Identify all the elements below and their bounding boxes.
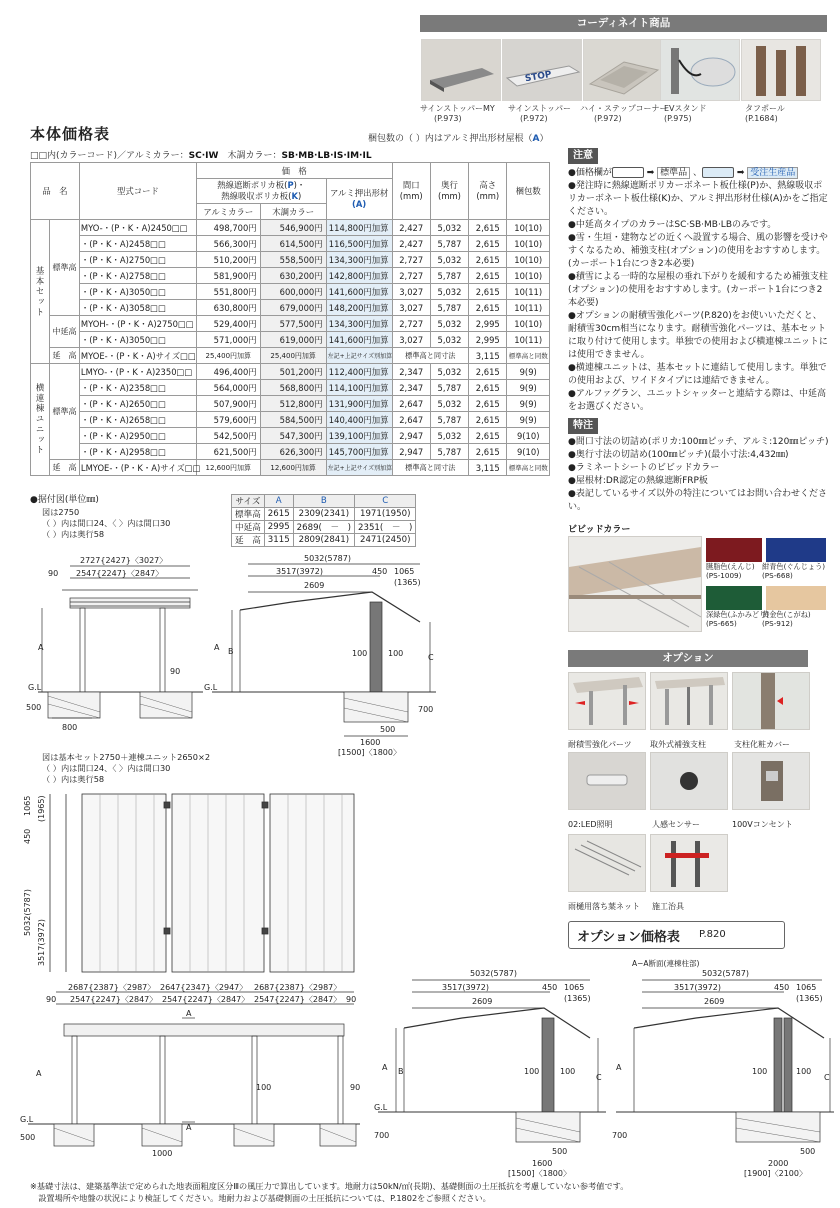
- th-depth: 奥行 (mm): [430, 163, 468, 220]
- swatch-4-label: 黄金色(こがね) (PS-912): [762, 610, 811, 628]
- group-encho-2: 延 高: [50, 460, 80, 476]
- aa-2609: 2609: [704, 997, 725, 1006]
- bot-dim-2: 2547{2247}〈2847〉: [162, 995, 250, 1004]
- table-row: ・(P・K・A)3050□□ 571,000円 619,000円 141,600円加算 3,027 5,032 2,995 10(11): [31, 332, 550, 348]
- th-pack: 梱包数: [507, 163, 550, 220]
- table-row: ・(P・K・A)2750□□ 510,200円 558,500円 134,300円加算 2,727 5,032 2,615 10(10): [31, 252, 550, 268]
- ev-stand-image: [660, 39, 740, 101]
- s2-1365: (1365): [564, 994, 591, 1003]
- install-title: ●据付図(単位㎜): [30, 495, 99, 505]
- dim-500-1: 500: [26, 703, 42, 712]
- dim-A-3: A: [36, 1069, 42, 1078]
- s2-100a: 100: [524, 1067, 540, 1076]
- side-elevation-drawing: [204, 552, 444, 762]
- dim-1065: 1065: [394, 567, 415, 576]
- dim-700: 700: [418, 705, 434, 714]
- front-elevation-multi-drawing: [20, 980, 365, 1160]
- group-hyojun: 標準高: [50, 220, 80, 316]
- table-row: ・(P・K・A)2658□□ 579,600円 584,500円 140,400円加算 2,647 5,787 2,615 9(9): [31, 412, 550, 428]
- s2-3517: 3517(3972): [442, 983, 489, 992]
- s2-2609: 2609: [472, 997, 493, 1006]
- aa-top: A: [186, 1009, 192, 1018]
- vivid-swatch-4: [766, 586, 826, 610]
- aa-section-drawing: [612, 966, 836, 1178]
- sign-stopper-my-image: [421, 39, 501, 101]
- dim-500-3: 500: [20, 1133, 36, 1142]
- option-cover-image: [732, 672, 810, 730]
- sign-stopper-image: [502, 39, 582, 101]
- top-dim-1: 2687{2387}〈2987〉: [68, 983, 156, 992]
- coord-item-1: サインストッパーMY (P.973): [420, 104, 495, 123]
- aa-500: 500: [800, 1147, 816, 1156]
- dim-1965-v: (1965): [37, 795, 46, 822]
- tokuchu-header: 特注: [568, 418, 598, 434]
- tokuchu-notes: [568, 436, 830, 514]
- vivid-image: [568, 536, 702, 632]
- table-row: 横連棟ユニット 標準高 LMYO-・(P・K・A)2350□□ 496,400円 501,200円 112,400円加算 2,347 5,032 2,615 9(9): [31, 364, 550, 380]
- th-wood-color: 木調カラー: [260, 204, 326, 220]
- tokuchu-line-3: ●ラミネートシートのビビッドカラー: [568, 463, 720, 473]
- footer-line-1: ※基礎寸法は、建築基準法で定められた地表面粗度区分Ⅲの風圧力で算出しています。地耐力は50kN/㎡(長期)、基礎側面の土圧抵抗を考慮していない参考値です。: [30, 1181, 629, 1191]
- chui-line-3: ●中延高タイプのカラーはSC·SB·MB·LBのみです。: [568, 220, 777, 230]
- aa-section-title: A−A断面(連棟柱部): [632, 959, 700, 968]
- gl-3: G.L: [20, 1115, 34, 1124]
- s2-C: C: [596, 1073, 602, 1082]
- table-row: ・(P・K・A)2650□□ 507,900円 512,800円 131,900円加算 2,647 5,032 2,615 9(9): [31, 396, 550, 412]
- dim-90b: 90: [170, 667, 181, 676]
- bot-dim-1: 2547{2247}〈2847〉: [70, 995, 158, 1004]
- tokuchu-line-5: ●表記しているサイズ以外の特注についてはお問い合わせください。: [568, 489, 827, 512]
- vivid-swatch-2: [766, 538, 826, 562]
- aa-1365: (1365): [796, 994, 823, 1003]
- fig1-note: 図は2750 （ ）内は間口24、〈 〉内は間口30 （ ）内は奥行58: [42, 507, 171, 539]
- chui-line-5: ●積雪による一時的な屋根の垂れ下がりを緩和するため補強支柱(オプション)の使用をおすすめします。(カーポート1台につき2本必要): [568, 272, 828, 308]
- group-chuen: 中延高: [50, 316, 80, 348]
- s2-1500-1800: [1500]〈1800〉: [508, 1169, 571, 1178]
- dim-450-v: 450: [23, 828, 32, 844]
- chui-line-8: ●アルファグラン、ユニットシャッターと連結する際は、中延高をお選びください。: [568, 389, 827, 412]
- dim-450: 450: [372, 567, 388, 576]
- aa-5032: 5032(5787): [702, 969, 749, 978]
- option-led-image: [568, 752, 646, 810]
- vivid-swatch-3: [706, 586, 762, 610]
- dim-90-c: 90: [350, 1083, 361, 1092]
- dim-800: 800: [62, 723, 78, 732]
- dim-90a: 90: [48, 569, 59, 578]
- swatch-1-label: 臙脂色(えんじ) (PS-1009): [706, 562, 755, 580]
- option-label-1: 耐積雪強化パーツ: [568, 740, 632, 749]
- chui-line-2: ●発注時に熱線遮断ポリカーボネート板仕様(P)か、熱線吸収ポリカーボネート板仕様(K)か、アルミ押出形材仕様(A)かをご指定ください。: [568, 181, 828, 217]
- coord-item-4: EVスタンド (P.975): [664, 104, 707, 123]
- option-label-3: 支柱化粧カバー: [734, 740, 790, 749]
- high-step-corner-image: [583, 39, 663, 101]
- option-label-4: 02:LED照明: [568, 820, 613, 829]
- front-elevation-drawing: [28, 552, 208, 742]
- s2-500: 500: [552, 1147, 568, 1156]
- gl-2: G.L: [204, 683, 218, 692]
- aa-1900-2100: [1900]〈2100〉: [744, 1169, 807, 1178]
- dim-5032: 5032(5787): [304, 554, 351, 563]
- th-poly: 熱線遮断ポリカ板(P)・ 熱線吸収ポリカ板(K): [196, 179, 326, 204]
- s2-A: A: [382, 1063, 388, 1072]
- dim-A-2: A: [214, 643, 220, 652]
- option-label-7: 雨樋用落ち葉ネット: [568, 902, 640, 911]
- s2-700: 700: [374, 1131, 390, 1140]
- right-90: 90: [346, 995, 357, 1004]
- tokuchu-line-4: ●屋根材:DR認定の熱線遮断FRP板: [568, 476, 708, 486]
- dim-1000: 1000: [152, 1149, 173, 1158]
- coord-item-5: タフポール (P.1684): [745, 104, 785, 123]
- dim-100-c: 100: [256, 1083, 272, 1092]
- aa-3517: 3517(3972): [674, 983, 721, 992]
- s2-100b: 100: [560, 1067, 576, 1076]
- side-elevation-2-drawing: [372, 966, 608, 1178]
- s2-B: B: [398, 1067, 404, 1076]
- s2-1600: 1600: [532, 1159, 553, 1168]
- option-snow-parts-image: [568, 672, 646, 730]
- tokuchu-line-1: ●間口寸法の切詰め(ポリカ:100㎜ピッチ、アルミ:120㎜ピッチ): [568, 437, 829, 447]
- chui-notes: [568, 167, 830, 414]
- price-table-title: 本体価格表: [30, 125, 111, 143]
- dim-500-2: 500: [380, 725, 396, 734]
- color-codes-line: □□内(カラーコード)／アルミカラー：SC·IW 木調カラー：SB·MB·LB·IS·IM·IL: [30, 151, 372, 161]
- tough-pole-image: [741, 39, 821, 101]
- dim-5032-v: 5032(5787): [23, 889, 32, 936]
- aa-bottom: A: [186, 1123, 192, 1132]
- table-row-ext: 延 高 MYOE-・(P・K・A)サイズ□□ 25,400円加算 25,400円加算 左記+上記サイズ別加算 標準高と同寸法 3,115 標準高と同数: [31, 348, 550, 364]
- s2-1065: 1065: [564, 983, 585, 992]
- option-support-pole-image: [650, 672, 728, 730]
- s2-5032: 5032(5787): [470, 969, 517, 978]
- vivid-title: ビビッドカラー: [568, 525, 631, 535]
- dim-1365: (1365): [394, 578, 421, 587]
- dim-100-a: 100: [352, 649, 368, 658]
- option-net-image: [568, 834, 646, 892]
- options-header: オプション: [568, 650, 808, 667]
- gl-1: G.L: [28, 683, 42, 692]
- dim-2727: 2727{2427}〈3027〉: [80, 556, 168, 565]
- coordinate-header: コーディネイト商品: [420, 15, 827, 32]
- chui-line-4: ●雪・生垣・建物などの近くへ設置する場合、風の影響を受けやすくなるため、補強支柱(オプション)の使用をおすすめします。(カーポート1台につき2本必要): [568, 233, 828, 269]
- coord-item-2: サインストッパー (P.972): [508, 104, 571, 123]
- stop-text: STOP: [524, 69, 553, 85]
- aa-100a: 100: [752, 1067, 768, 1076]
- aa-1065: 1065: [796, 983, 817, 992]
- chui-line-6: ●オプションの耐積雪強化パーツ(P.820)をお使いいただくと、耐積雪30cm相当になります。耐積雪強化パーツは、基本セットに取り付けて使用します。単独での使用および横連棟ユニットには使用できません。: [568, 311, 828, 360]
- table-row: 中延高 MYOH-・(P・K・A)2750□□ 529,400円 577,500円 134,300円加算 2,727 5,032 2,995 10(10): [31, 316, 550, 332]
- option-label-6: 100Vコンセント: [732, 820, 793, 829]
- footer-note: [30, 1180, 628, 1204]
- size-table: サイズ A B C 標準高 2615 2309(2341) 1971(1950) 中延高 2995 2689( － ) 2351( － ) 延 高 3115 2809(2841) 2471(2450): [231, 494, 416, 547]
- top-dim-2: 2647{2347}〈2947〉: [160, 983, 248, 992]
- th-width: 間口 (mm): [392, 163, 430, 220]
- price-table: [30, 162, 550, 476]
- option-outlet-image: [732, 752, 810, 810]
- chui-header: 注意: [568, 148, 598, 164]
- chui-line-7: ●横連棟ユニットは、基本セットに連結して使用します。単独での使用および、ワイドタイプには連結できません。: [568, 363, 827, 386]
- swatch-2-label: 紺青色(ぐんじょう) (PS-668): [762, 562, 826, 580]
- table-row-ext: 延 高 LMYOE-・(P・K・A)サイズ□□ 12,600円加算 12,600円加算 左記+上記サイズ別加算 標準高と同寸法 3,115 標準高と同数: [31, 460, 550, 476]
- table-row: 基本セット 標準高 MYO-・(P・K・A)2450□□ 498,700円 546,900円 114,800円加算 2,427 5,032 2,615 10(10): [31, 220, 550, 236]
- aa-C: C: [824, 1073, 830, 1082]
- table-row: ・(P・K・A)2758□□ 581,900円 630,200円 142,800円加算 2,727 5,787 2,615 10(10): [31, 268, 550, 284]
- th-hinmei: 品 名: [31, 163, 80, 220]
- s2-gl: G.L: [374, 1103, 388, 1112]
- table-row: ・(P・K・A)3050□□ 551,800円 600,000円 141,600円加算 3,027 5,032 2,615 10(11): [31, 284, 550, 300]
- dim-B-2: B: [228, 647, 234, 656]
- option-label-2: 取外式補強支柱: [650, 740, 706, 749]
- option-sensor-image: [650, 752, 728, 810]
- footer-line-2: 設置場所や地盤の状況により検証してください。地耐力および基礎側面の土圧抵抗については、P.1802をご参照ください。: [30, 1193, 491, 1203]
- group-kihon: 基本セット: [31, 220, 50, 364]
- dim-2547: 2547{2247}〈2847〉: [76, 569, 164, 578]
- th-code: 型式コード: [79, 163, 196, 220]
- dim-3517: 3517(3972): [276, 567, 323, 576]
- dim-2609: 2609: [304, 581, 325, 590]
- table-row: ・(P・K・A)2958□□ 621,500円 626,300円 145,700円加算 2,947 5,787 2,615 9(10): [31, 444, 550, 460]
- table-row: ・(P・K・A)2458□□ 566,300円 614,500円 116,500円加算 2,427 5,787 2,615 10(10): [31, 236, 550, 252]
- aa-450: 450: [774, 983, 790, 992]
- option-label-5: 人感センサー: [652, 820, 700, 829]
- table-row: ・(P・K・A)2358□□ 564,000円 568,800円 114,100円加算 2,347 5,787 2,615 9(9): [31, 380, 550, 396]
- s2-450: 450: [542, 983, 558, 992]
- plan-view-drawing: [20, 786, 360, 976]
- dim-C-2: C: [428, 653, 434, 662]
- aa-2000: 2000: [768, 1159, 789, 1168]
- th-alu-roof: アルミ押出形材 (A): [326, 179, 392, 220]
- group-renmune: 横連棟ユニット: [31, 364, 50, 476]
- vivid-swatch-1: [706, 538, 762, 562]
- left-90: 90: [46, 995, 57, 1004]
- dim-A-1: A: [38, 643, 44, 652]
- option-price-link[interactable]: オプション価格表 P.820: [568, 921, 785, 949]
- chui-line-1: ●価格欄が ➡ 標準品 、 ➡ 受注生産品: [568, 167, 830, 180]
- th-height: 高さ (mm): [469, 163, 507, 220]
- dim-100-b: 100: [388, 649, 404, 658]
- aa-100b: 100: [796, 1067, 812, 1076]
- group-encho: 延 高: [50, 348, 80, 364]
- option-jig-image: [650, 834, 728, 892]
- fig2-note: 図は基本セット2750＋連棟ユニット2650×2 （ ）内は間口24、〈 〉内は間口30 （ ）内は奥行58: [42, 752, 211, 784]
- top-dim-3: 2687{2387}〈2987〉: [254, 983, 342, 992]
- th-alu-color: アルミカラー: [196, 204, 260, 220]
- option-label-8: 施工治具: [652, 902, 684, 911]
- dim-1065-v: 1065: [23, 795, 32, 816]
- table-row: ・(P・K・A)2950□□ 542,500円 547,300円 139,100円加算 2,947 5,032 2,615 9(10): [31, 428, 550, 444]
- table-row: ・(P・K・A)3058□□ 630,800円 679,000円 148,200円加算 3,027 5,787 2,615 10(11): [31, 300, 550, 316]
- coord-item-3: ハイ・ステップコーナー (P.972): [580, 104, 668, 123]
- bot-dim-3: 2547{2247}〈2847〉: [254, 995, 342, 1004]
- group-hyojun-2: 標準高: [50, 364, 80, 460]
- aa-700: 700: [612, 1131, 628, 1140]
- swatch-3-label: 深緑色(ふかみどり) (PS-665): [706, 610, 770, 628]
- th-price: 価 格: [196, 163, 392, 179]
- aa-A: A: [616, 1063, 622, 1072]
- tokuchu-line-2: ●奥行寸法の切詰め(100㎜ピッチ)(最小寸法:4,432㎜): [568, 450, 789, 460]
- dim-3517-v: 3517(3972): [37, 919, 46, 966]
- packing-note: 梱包数の（ ）内はアルミ押出形材屋根（A）: [368, 134, 549, 144]
- dim-1500-1800: [1500]〈1800〉: [338, 748, 401, 757]
- dim-1600: 1600: [360, 738, 381, 747]
